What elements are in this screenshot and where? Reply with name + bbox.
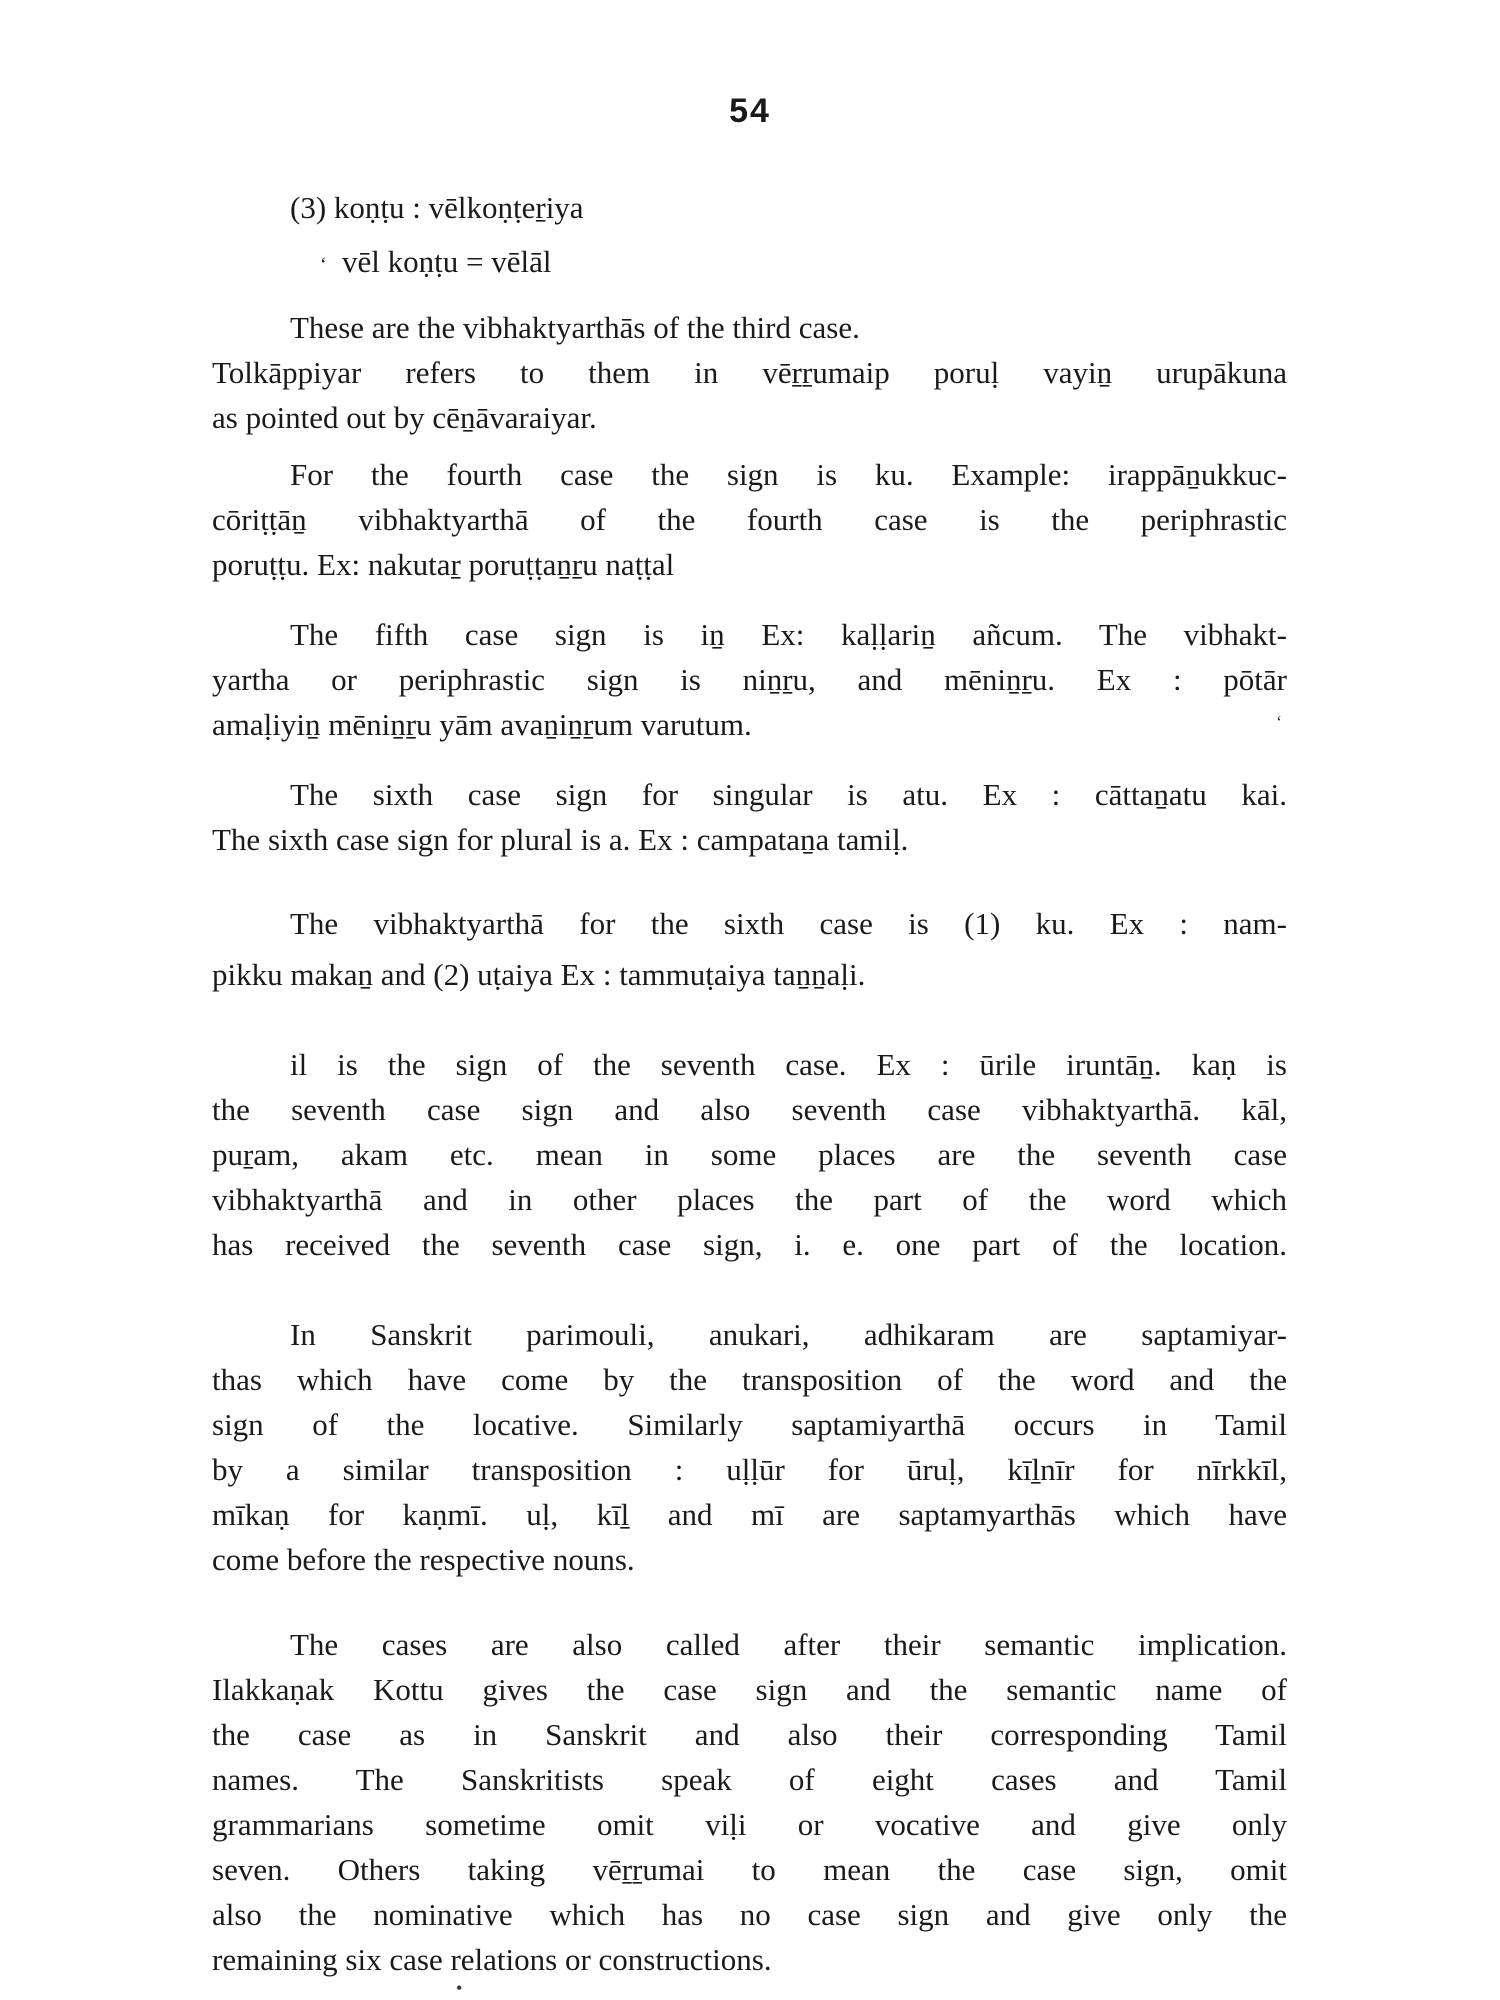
paragraph-8-line-2: Ilakkaṇak Kottu gives the case sign and the semantic name of (212, 1672, 1287, 1707)
paragraph-6-line-1: il is the sign of the seventh case. Ex : ūrile iruntāṉ. kaṇ is (290, 1047, 1287, 1082)
bottom-dot-icon: • (456, 1978, 463, 1998)
example-3-line-2-text: vēl koṇṭu = vēlāl (342, 244, 552, 279)
paragraph-3-line-2: yartha or periphrastic sign is niṉṟu, and mēniṉṟu. Ex : pōtār (212, 662, 1287, 697)
paragraph-8-line-7: also the nominative which has no case sign and give only the (212, 1897, 1287, 1932)
paragraph-1-line-2: Tolkāppiyar refers to them in vēṟṟumaip poruḷ vayiṉ urupākuna (212, 355, 1287, 390)
paragraph-7-line-5: mīkaṇ for kaṇmī. uḷ, kīḻ and mī are saptamyarthās which have (212, 1497, 1287, 1532)
paragraph-7-line-4: by a similar transposition : uḷḷūr for ūruḷ, kīḻnīr for nīrkkīl, (212, 1452, 1287, 1487)
paragraph-4-line-2: The sixth case sign for plural is a. Ex : campataṉa tamiḷ. (212, 822, 909, 857)
paragraph-7-line-6: come before the respective nouns. (212, 1542, 635, 1577)
paragraph-6-line-5: has received the seventh case sign, i. e. one part of the location. (212, 1227, 1287, 1262)
paragraph-8-line-5: grammarians sometime omit viḷi or vocative and give only (212, 1807, 1287, 1842)
paragraph-1-line-1: These are the vibhaktyarthās of the third case. (290, 310, 860, 345)
paragraph-6-line-3: puṟam, akam etc. mean in some places are the seventh case (212, 1137, 1287, 1172)
paragraph-8-line-6: seven. Others taking vēṟṟumai to mean the case sign, omit (212, 1852, 1287, 1887)
stray-mark-icon: ‘ (1276, 712, 1282, 732)
paragraph-3-line-3: amaḷiyiṉ mēniṉṟu yām avaṉiṉṟum varutum. (212, 707, 752, 742)
paragraph-5-line-1: The vibhaktyarthā for the sixth case is (1) ku. Ex : nam- (290, 906, 1287, 941)
paragraph-8-line-4: names. The Sanskritists speak of eight cases and Tamil (212, 1762, 1287, 1797)
paragraph-8-line-1: The cases are also called after their semantic implication. (290, 1627, 1287, 1662)
paragraph-2-line-3: poruṭṭu. Ex: nakutaṟ poruṭṭaṉṟu naṭṭal (212, 547, 675, 582)
paragraph-2-line-1: For the fourth case the sign is ku. Example: irappāṉukkuc- (290, 457, 1287, 492)
tick-mark-icon: ‘ (320, 253, 327, 276)
paragraph-5-line-2: pikku makaṉ and (2) uṭaiya Ex : tammuṭaiya taṉṉaḷi. (212, 957, 866, 992)
paragraph-2-line-2: cōriṭṭāṉ vibhaktyarthā of the fourth case is the periphrastic (212, 502, 1287, 537)
page-number: 54 (729, 92, 771, 130)
paragraph-6-line-2: the seventh case sign and also seventh case vibhaktyarthā. kāl, (212, 1092, 1287, 1127)
paragraph-6-line-4: vibhaktyarthā and in other places the part of the word which (212, 1182, 1287, 1217)
paragraph-1-line-3: as pointed out by cēṉāvaraiyar. (212, 400, 597, 435)
paragraph-8-line-8: remaining six case relations or constructions. (212, 1942, 772, 1977)
example-3-line-1: (3) koṇṭu : vēlkoṇṭeṟiya (290, 190, 584, 225)
paragraph-3-line-1: The fifth case sign is iṉ Ex: kaḷḷariṉ añcum. The vibhakt- (290, 617, 1287, 652)
example-3-line-2 (320, 242, 551, 285)
paragraph-4-line-1: The sixth case sign for singular is atu. Ex : cāttaṉatu kai. (290, 777, 1287, 812)
paragraph-8-line-3: the case as in Sanskrit and also their corresponding Tamil (212, 1717, 1287, 1752)
paragraph-7-line-2: thas which have come by the transposition of the word and the (212, 1362, 1287, 1397)
paragraph-7-line-3: sign of the locative. Similarly saptamiyarthā occurs in Tamil (212, 1407, 1287, 1442)
paragraph-7-line-1: In Sanskrit parimouli, anukari, adhikaram are saptamiyar- (290, 1317, 1287, 1352)
